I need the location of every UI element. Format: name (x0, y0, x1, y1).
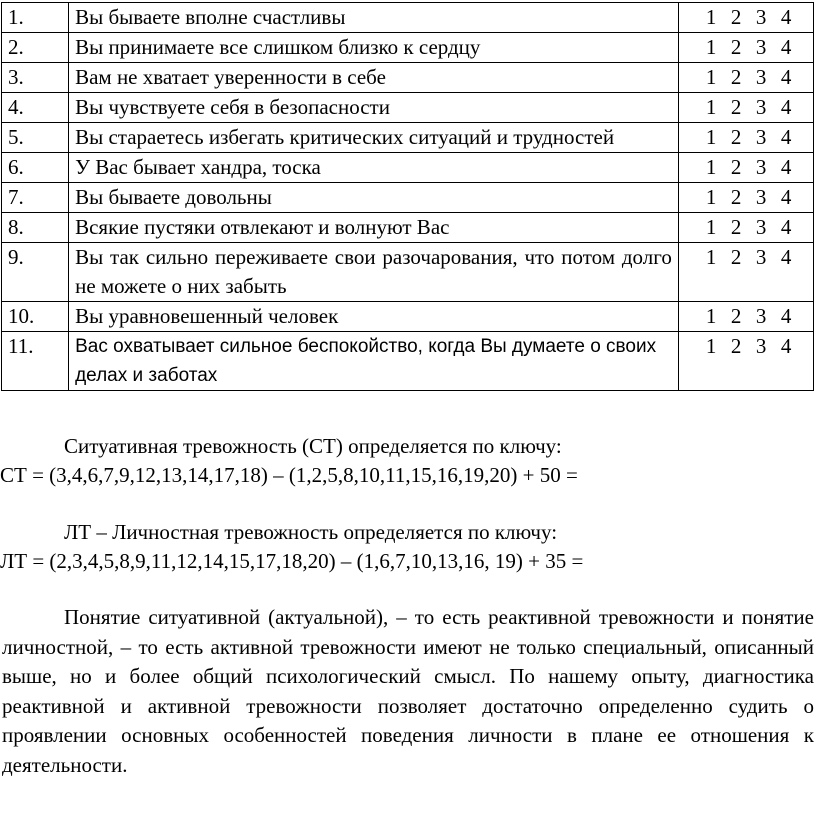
scale-options (679, 33, 813, 62)
row-number: 1. (2, 3, 69, 33)
row-number: 3. (2, 63, 69, 93)
table-row (2, 243, 814, 302)
scale-option: 1 (705, 65, 717, 89)
answer-scale (678, 332, 813, 391)
table-row (2, 183, 814, 213)
scale-option: 3 (755, 35, 767, 59)
answer-scale (678, 183, 813, 213)
answer-scale (678, 3, 813, 33)
row-number: 7. (2, 183, 69, 213)
table-row (2, 123, 814, 153)
scale-option: 4 (780, 65, 792, 89)
scale-option: 3 (755, 5, 767, 29)
answer-scale (678, 123, 813, 153)
scale-option: 1 (705, 245, 717, 269)
scale-options (679, 302, 813, 331)
scale-option: 1 (705, 334, 717, 358)
table-row (2, 33, 814, 63)
row-number: 8. (2, 213, 69, 243)
scale-option: 1 (705, 155, 717, 179)
scale-option: 3 (755, 65, 767, 89)
question-text: Всякие пустяки отвлекают и волнуют Вас (69, 213, 679, 243)
scale-options (679, 3, 813, 32)
questionnaire-body (2, 3, 814, 391)
scale-options (679, 153, 813, 182)
table-row (2, 332, 814, 391)
answer-scale (678, 243, 813, 302)
row-number: 10. (2, 302, 69, 332)
question-text: Вы так сильно переживаете свои разочарования, что потом долго не можете о них забыть (69, 243, 679, 302)
answer-scale (678, 213, 813, 243)
scale-option: 3 (755, 245, 767, 269)
scale-options (679, 123, 813, 152)
question-text: Вы бываете довольны (69, 183, 679, 213)
scale-option: 3 (755, 155, 767, 179)
row-number: 2. (2, 33, 69, 63)
scale-option: 2 (730, 245, 742, 269)
table-row (2, 302, 814, 332)
table-row (2, 153, 814, 183)
question-text: Вы бываете вполне счастливы (69, 3, 679, 33)
scale-option: 3 (755, 185, 767, 209)
row-number: 4. (2, 93, 69, 123)
scale-option: 1 (705, 35, 717, 59)
scale-option: 2 (730, 334, 742, 358)
table-row (2, 93, 814, 123)
scale-option: 4 (780, 5, 792, 29)
question-text: Вы чувствуете себя в безопасности (69, 93, 679, 123)
question-text: У Вас бывает хандра, тоска (69, 153, 679, 183)
scale-option: 3 (755, 304, 767, 328)
scale-option: 4 (780, 245, 792, 269)
scale-option: 2 (730, 95, 742, 119)
answer-scale (678, 63, 813, 93)
row-number: 6. (2, 153, 69, 183)
answer-scale (678, 33, 813, 63)
scale-option: 4 (780, 185, 792, 209)
answer-scale (678, 93, 813, 123)
scale-option: 4 (780, 155, 792, 179)
scale-option: 3 (755, 95, 767, 119)
scale-option: 1 (705, 185, 717, 209)
scale-option: 2 (730, 304, 742, 328)
scale-option: 1 (705, 5, 717, 29)
scale-options (679, 332, 813, 361)
scale-options (679, 243, 813, 272)
lt-key-formula: ЛТ = (2,3,4,5,8,9,11,12,14,15,17,18,20) – (1,6,7,10,13,16, 19) + 35 = (0, 549, 584, 573)
scale-option: 1 (705, 215, 717, 239)
scale-option: 1 (705, 95, 717, 119)
row-number: 11. (2, 332, 69, 391)
table-row (2, 213, 814, 243)
scale-option: 4 (780, 215, 792, 239)
scale-option: 4 (780, 35, 792, 59)
table-row (2, 63, 814, 93)
question-text: Вы принимаете все слишком близко к сердцу (69, 33, 679, 63)
row-number: 5. (2, 123, 69, 153)
scale-option: 1 (705, 125, 717, 149)
scale-option: 3 (755, 215, 767, 239)
question-text: Вы уравновешенный человек (69, 302, 679, 332)
row-number: 9. (2, 243, 69, 302)
scale-option: 2 (730, 65, 742, 89)
st-key-intro: Ситуативная тревожность (СТ) определяется по ключу: (64, 434, 562, 458)
scale-option: 2 (730, 5, 742, 29)
scale-option: 4 (780, 95, 792, 119)
scale-option: 3 (755, 334, 767, 358)
answer-scale (678, 153, 813, 183)
question-text: Вам не хватает уверенности в себе (69, 63, 679, 93)
scale-option: 2 (730, 155, 742, 179)
scale-options (679, 213, 813, 242)
scale-options (679, 63, 813, 92)
scale-option: 2 (730, 185, 742, 209)
scale-option: 3 (755, 125, 767, 149)
answer-scale (678, 302, 813, 332)
scale-options (679, 183, 813, 212)
scale-option: 4 (780, 304, 792, 328)
question-text: Вас охватывает сильное беспокойство, когда Вы думаете о своих делах и заботах (69, 332, 679, 391)
question-text: Вы стараетесь избегать критических ситуаций и трудностей (69, 123, 679, 153)
body-paragraph: Понятие ситуативной (актуальной), – то есть реактивной тревожности и понятие личностной, – то есть активной тревожности имеют не только специальный, описанный выше, но и более общий психологический смысл. По нашему опыту, диагностика реактивной и активной тревожности позволяет достаточно определенно судить о проявлении основных особенностей поведения личности в плане ее отношения к деятельности. (2, 605, 814, 777)
lt-key-intro: ЛТ – Личностная тревожность определяется по ключу: (64, 520, 558, 544)
scale-option: 2 (730, 215, 742, 239)
questionnaire-table (1, 2, 814, 391)
scale-option: 1 (705, 304, 717, 328)
scale-option: 4 (780, 125, 792, 149)
st-key-formula: СТ = (3,4,6,7,9,12,13,14,17,18) – (1,2,5,8,10,11,15,16,19,20) + 50 = (0, 463, 578, 487)
table-row (2, 3, 814, 33)
scale-option: 4 (780, 334, 792, 358)
scale-options (679, 93, 813, 122)
scale-option: 2 (730, 125, 742, 149)
scale-option: 2 (730, 35, 742, 59)
